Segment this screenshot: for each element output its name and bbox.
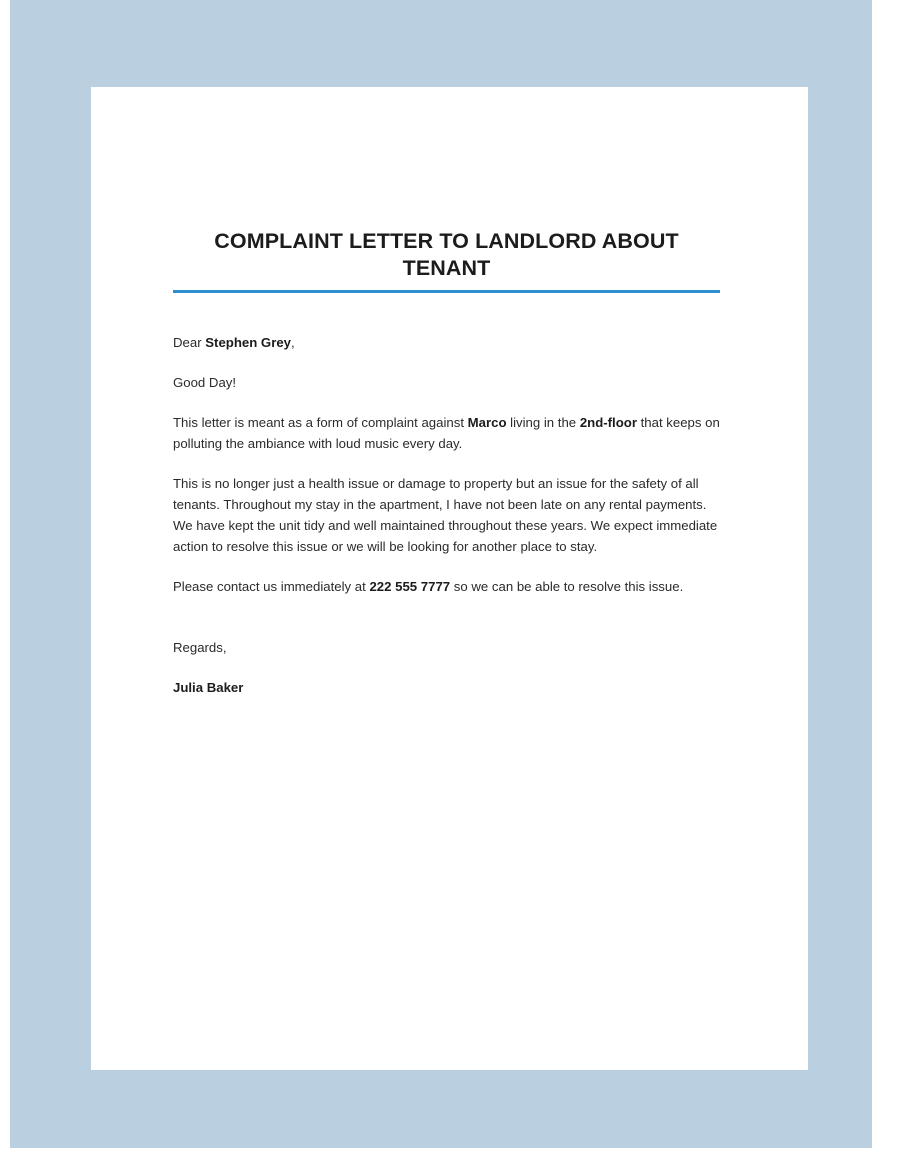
salutation-line xyxy=(173,332,720,353)
paragraph-contact-part-2: so we can be able to resolve this issue. xyxy=(450,579,684,594)
paragraph-complaint xyxy=(173,412,720,454)
signature-name: Julia Baker xyxy=(173,680,244,695)
floor-reference: 2nd-floor xyxy=(579,415,637,430)
page-title: COMPLAINT LETTER TO LANDLORD ABOUT TENANT xyxy=(214,229,679,280)
paragraph-safety: This is no longer just a health issue or damage to property but an issue for the safety of all tenants. Throughout my stay in the apartment, I have not been late on any rental payments. We have kept the unit tidy and well maintained throughout these years. We expect immediate action to resolve this issue or we will be looking for another place to stay. xyxy=(173,476,718,554)
contact-phone-number: 222 555 7777 xyxy=(369,579,451,594)
letter-body xyxy=(173,332,720,698)
tenant-name: Marco xyxy=(467,415,507,430)
title-divider xyxy=(173,290,720,293)
paragraph-complaint-part-2: living in the xyxy=(506,415,580,430)
paragraph-complaint-part-3: that keeps on polluting the ambiance with loud music every day. xyxy=(173,415,720,451)
salutation-prefix: Dear xyxy=(173,335,206,350)
letter-page xyxy=(91,87,808,1070)
paragraph-complaint-part-1: This letter is meant as a form of complaint against xyxy=(173,415,468,430)
salutation-suffix: , xyxy=(291,335,295,350)
paragraph-contact xyxy=(173,576,720,597)
recipient-name: Stephen Grey xyxy=(205,335,291,350)
closing-line: Regards, xyxy=(173,640,227,655)
paragraph-contact-part-1: Please contact us immediately at xyxy=(173,579,370,594)
opening-line: Good Day! xyxy=(173,375,237,390)
